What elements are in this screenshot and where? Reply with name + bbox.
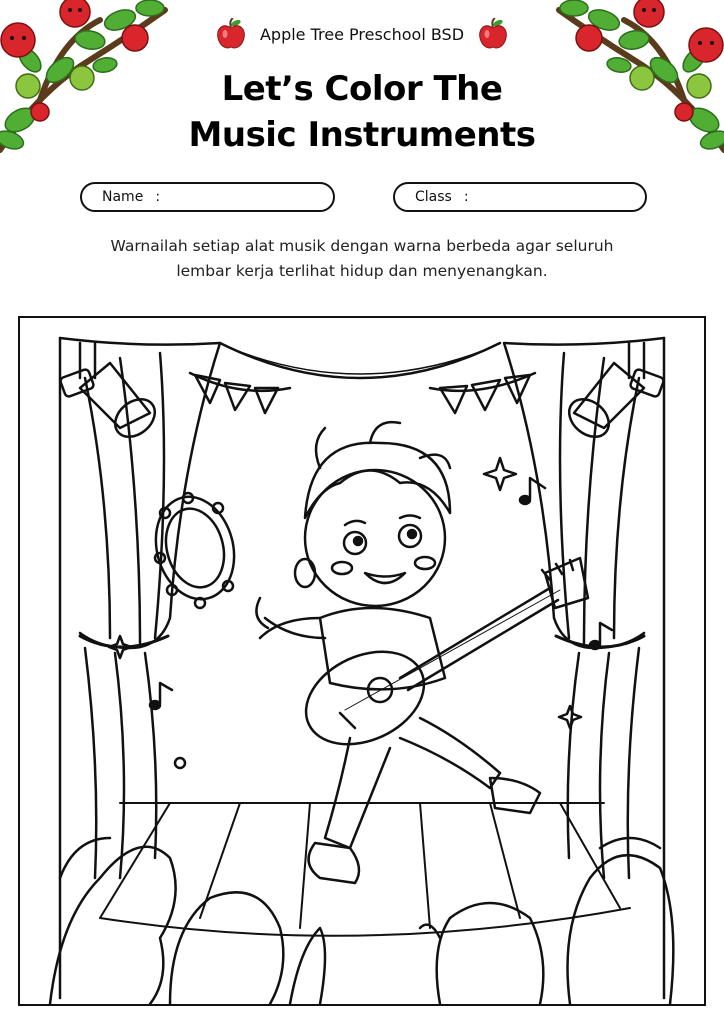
name-colon: : [155, 189, 161, 205]
title-line-2: Music Instruments [188, 115, 536, 155]
school-name: Apple Tree Preschool BSD [259, 24, 465, 44]
name-label: Name [102, 189, 144, 205]
class-label: Class [415, 189, 452, 205]
spotlight-icon-left [59, 343, 162, 444]
stage-valance [220, 343, 500, 378]
stage-floor [100, 803, 630, 936]
spotlight-icon-right [562, 343, 665, 444]
apple-icon [216, 18, 246, 50]
instructions-line-2: lembar kerja terlihat hidup dan menyenangkan. [176, 262, 548, 280]
apple-icon [478, 18, 508, 50]
coloring-frame [18, 316, 706, 1006]
class-field[interactable] [393, 182, 647, 212]
header [0, 18, 724, 50]
instructions-line-1: Warnailah setiap alat musik dengan warna berbeda agar seluruh [110, 237, 614, 255]
page-title [0, 66, 724, 158]
class-colon: : [463, 189, 469, 205]
title-line-1: Let’s Color The [221, 69, 503, 109]
curtain-right [504, 338, 664, 998]
audience-icon [50, 838, 673, 1004]
name-field[interactable] [80, 182, 335, 212]
instructions [60, 234, 664, 284]
coloring-illustration [20, 318, 704, 1004]
